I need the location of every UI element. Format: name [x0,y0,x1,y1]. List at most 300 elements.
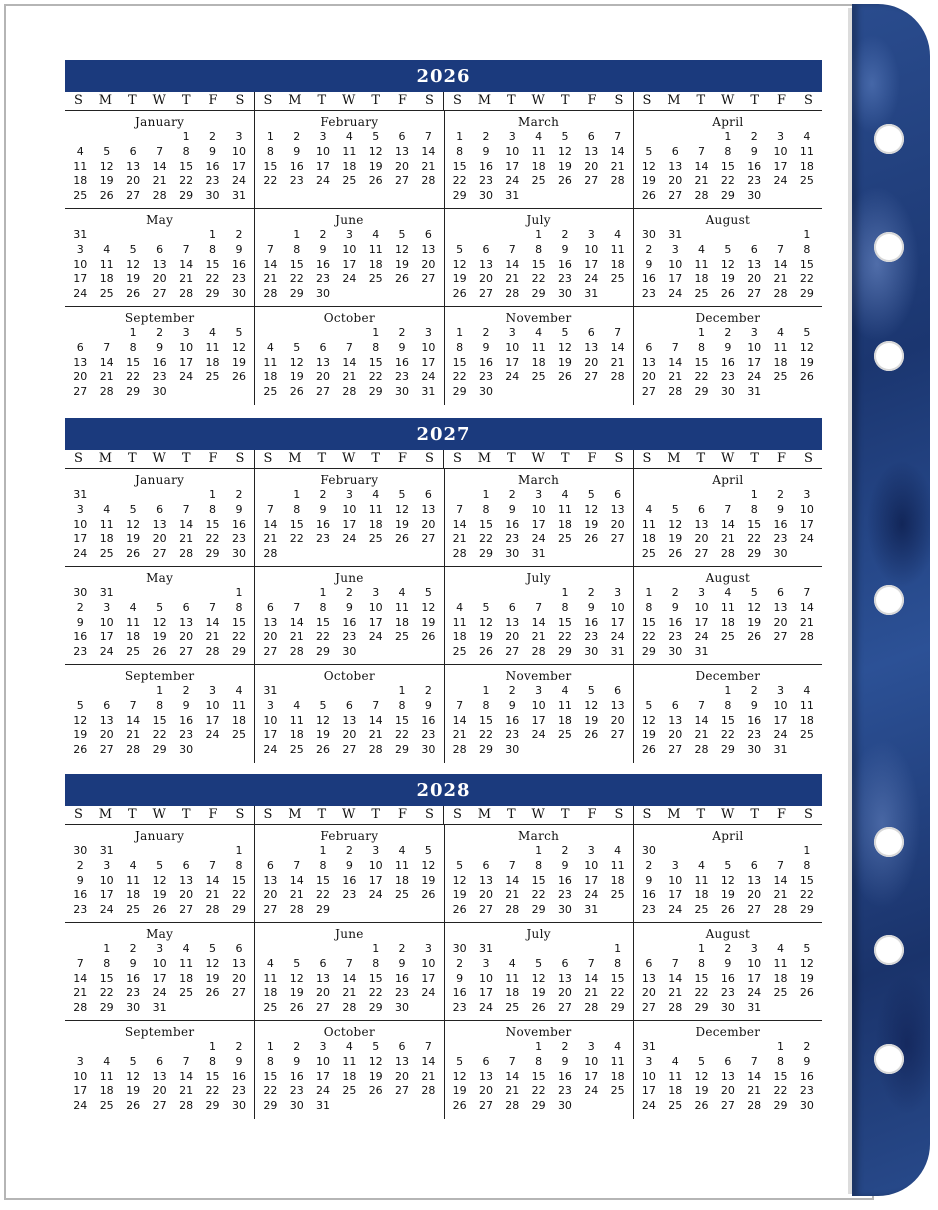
day-cell: 4 [209,326,217,339]
day-cell: 22 [799,888,814,902]
day-cell: 2 [398,942,406,955]
day-cell: 17 [505,159,520,173]
empty-day-cell [389,547,415,562]
day-cell: 2 [456,956,464,970]
empty-day-cell [336,903,362,918]
day-cell: 7 [508,858,516,872]
day-cell: 1 [561,586,569,599]
day-cell: 20 [720,1084,735,1098]
day-cell: 9 [508,698,516,712]
weekday-group [65,92,254,110]
day-cell: 18 [531,159,546,173]
day-cell: 18 [368,517,383,531]
day-cell: 2 [508,488,516,501]
day-cell: 12 [99,159,114,173]
day-cell: 11 [557,698,572,712]
day-cell: 22 [773,1084,788,1098]
day-cell: 4 [614,228,622,241]
empty-day-cell [93,488,119,503]
day-cell: 3 [424,942,432,955]
empty-day-cell [604,385,630,400]
month-june [254,923,443,1021]
day-cell: 9 [398,340,406,354]
day-cell: 6 [266,858,274,872]
day-grid [255,228,443,302]
empty-day-cell [120,228,146,243]
month-april [633,469,822,567]
day-cell: 2 [345,586,353,599]
day-cell: 14 [505,1069,520,1083]
day-cell: 3 [235,130,243,143]
day-cell: 5 [482,600,490,614]
day-cell: 7 [508,242,516,256]
day-cell: 6 [645,956,653,970]
day-cell: 6 [614,488,622,501]
day-cell: 3 [777,684,784,697]
weekday-label: S [453,93,462,108]
empty-day-cell [389,287,415,302]
day-cell: 28 [368,743,383,757]
day-cell: 20 [395,159,409,173]
day-cell: 31 [152,1001,167,1015]
day-cell: 14 [126,713,141,727]
day-cell: 3 [645,1054,653,1068]
empty-day-cell [794,1001,820,1016]
day-cell: 26 [641,743,656,757]
day-cell: 9 [345,600,353,614]
day-cell: 16 [505,517,520,531]
day-cell: 28 [179,1099,194,1113]
empty-day-cell [688,130,714,145]
empty-day-cell [636,488,662,503]
day-cell: 16 [126,971,141,985]
day-grid [634,488,822,562]
day-cell: 8 [803,858,811,872]
day-cell: 5 [398,488,406,501]
day-cell: 16 [395,971,409,985]
day-cell: 5 [293,956,301,970]
day-cell: 10 [368,600,383,614]
day-cell: 11 [395,600,409,614]
day-cell: 9 [156,340,164,354]
day-cell: 11 [342,144,357,158]
day-cell: 27 [421,272,436,286]
empty-day-cell [363,1099,389,1114]
day-cell: 7 [698,144,706,158]
day-cell: 16 [478,159,493,173]
day-cell: 10 [773,144,788,158]
day-cell: 25 [368,272,383,286]
day-cell: 7 [724,502,732,516]
empty-day-cell [146,844,172,859]
day-cell: 29 [720,743,735,757]
empty-day-cell [363,684,389,699]
day-cell: 8 [372,956,380,970]
day-cell: 17 [478,986,493,1000]
day-cell: 2 [750,130,758,143]
day-cell: 13 [152,1069,167,1083]
day-cell: 29 [720,189,735,203]
day-cell: 8 [698,340,706,354]
day-cell: 10 [342,242,357,256]
weekday-label: F [208,451,218,466]
month-name: November [505,669,572,683]
empty-day-cell [389,1099,415,1114]
empty-day-cell [146,130,172,145]
month-october [254,307,443,405]
day-cell: 15 [232,873,246,887]
day-cell: 26 [152,645,167,659]
month-name: April [712,829,744,843]
day-cell: 3 [182,326,190,339]
day-cell: 28 [421,174,436,188]
day-cell: 10 [205,698,220,712]
weekday-group [65,806,254,824]
day-cell: 10 [610,600,625,614]
day-cell: 11 [232,698,246,712]
day-cell: 29 [263,1099,278,1113]
day-grid [445,326,633,400]
day-cell: 10 [505,340,520,354]
day-cell: 30 [289,1099,304,1113]
empty-day-cell [310,684,336,699]
empty-day-cell [363,547,389,562]
day-cell: 15 [694,355,709,369]
day-cell: 5 [456,1054,464,1068]
day-cell: 6 [345,698,353,712]
day-cell: 1 [777,1040,784,1053]
day-cell: 14 [205,615,220,629]
weekday-label: T [371,451,380,466]
day-cell: 16 [152,355,167,369]
month-name: June [335,213,364,227]
empty-day-cell [93,326,119,341]
day-cell: 9 [561,858,569,872]
day-cell: 14 [505,257,520,271]
empty-day-cell [447,1040,473,1055]
day-cell: 26 [799,370,814,384]
day-cell: 26 [126,1099,141,1113]
day-cell: 4 [535,130,543,143]
day-cell: 1 [803,844,811,857]
day-cell: 28 [694,743,709,757]
weekday-group [633,806,823,824]
day-cell: 30 [179,743,194,757]
day-cell: 26 [452,1099,467,1113]
day-cell: 30 [773,547,788,561]
day-cell: 17 [342,257,357,271]
day-cell: 30 [747,189,762,203]
day-grid [634,942,822,1016]
day-cell: 27 [478,903,493,917]
day-cell: 14 [720,517,735,531]
day-cell: 14 [668,355,683,369]
day-cell: 13 [478,873,493,887]
day-cell: 20 [126,174,141,188]
day-cell: 30 [126,1001,141,1015]
month-july [444,209,633,307]
day-cell: 14 [505,873,520,887]
day-cell: 31 [99,586,114,599]
day-cell: 2 [235,1040,243,1053]
day-cell: 18 [610,257,625,271]
day-cell: 12 [452,873,467,887]
day-cell: 31 [478,942,493,955]
day-cell: 24 [421,986,436,1000]
day-cell: 15 [452,355,467,369]
day-cell: 1 [372,326,380,339]
day-cell: 1 [645,586,653,599]
day-cell: 10 [99,615,114,629]
day-cell: 19 [799,971,814,985]
weekday-group [633,92,823,110]
day-cell: 19 [289,986,304,1000]
day-cell: 4 [698,858,706,872]
day-cell: 31 [610,645,625,659]
day-cell: 9 [561,1054,569,1068]
day-cell: 10 [316,1054,331,1068]
weekday-label: T [696,451,706,466]
day-cell: 8 [614,956,622,970]
day-cell: 15 [263,159,278,173]
day-cell: 15 [152,713,167,727]
empty-day-cell [688,684,714,699]
day-cell: 21 [179,532,194,546]
day-cell: 10 [584,242,599,256]
day-cell: 29 [205,547,220,561]
day-cell: 20 [421,257,436,271]
day-cell: 22 [316,888,331,902]
weekday-label: S [74,93,83,108]
day-cell: 27 [668,189,683,203]
day-cell: 28 [179,287,194,301]
day-cell: 8 [698,956,706,970]
day-cell: 24 [641,1099,656,1113]
day-cell: 17 [73,272,88,286]
day-cell: 29 [179,189,194,203]
day-cell: 12 [126,257,141,271]
day-cell: 24 [584,272,599,286]
day-cell: 3 [209,684,217,697]
day-cell: 14 [179,517,194,531]
empty-day-cell [578,1099,604,1114]
day-cell: 16 [557,873,572,887]
day-cell: 15 [452,159,467,173]
day-cell: 25 [668,1099,683,1113]
day-cell: 10 [584,1054,599,1068]
day-cell: 21 [205,630,220,644]
empty-day-cell [578,743,604,758]
day-cell: 22 [99,986,114,1000]
day-cell: 26 [531,1001,546,1015]
empty-day-cell [499,844,525,859]
empty-day-cell [226,743,252,758]
month-name: July [526,927,551,941]
day-cell: 20 [478,272,493,286]
day-cell: 23 [179,728,194,742]
day-cell: 18 [263,370,278,384]
day-cell: 28 [289,645,304,659]
day-cell: 20 [421,517,436,531]
month-name: September [124,1025,195,1039]
day-cell: 7 [76,956,84,970]
day-cell: 27 [232,986,246,1000]
day-cell: 8 [777,1054,784,1068]
weekday-label: F [777,807,787,822]
day-cell: 3 [671,242,679,256]
day-cell: 12 [641,159,656,173]
day-cell: 11 [531,144,546,158]
empty-day-cell [688,1040,714,1055]
day-cell: 19 [395,517,409,531]
day-cell: 26 [316,743,331,757]
day-cell: 27 [747,287,762,301]
day-cell: 20 [342,728,357,742]
day-cell: 24 [694,630,709,644]
day-cell: 26 [395,532,409,546]
day-cell: 24 [668,287,683,301]
day-cell: 23 [557,272,572,286]
month-name: March [518,115,560,129]
month-november [444,1021,633,1119]
day-cell: 2 [398,326,406,339]
day-cell: 23 [289,1084,304,1098]
day-cell: 22 [368,370,383,384]
day-cell: 7 [156,144,164,158]
empty-day-cell [120,586,146,601]
day-cell: 4 [129,858,137,872]
day-cell: 26 [152,903,167,917]
day-cell: 14 [584,971,599,985]
day-cell: 28 [799,630,814,644]
day-cell: 14 [747,1069,762,1083]
day-cell: 7 [266,242,274,256]
day-cell: 14 [668,971,683,985]
day-cell: 22 [263,1084,278,1098]
day-cell: 9 [424,698,432,712]
binder-hole [874,232,904,262]
day-cell: 10 [531,502,546,516]
day-cell: 17 [747,355,762,369]
day-cell: 7 [103,340,111,354]
day-cell: 5 [372,130,380,143]
day-cell: 3 [508,326,516,339]
day-cell: 30 [720,1001,735,1015]
day-cell: 2 [803,1040,811,1053]
day-cell: 12 [747,600,762,614]
day-cell: 22 [316,630,331,644]
day-cell: 30 [73,586,88,599]
binder-hole [874,124,904,154]
day-cell: 10 [747,956,762,970]
day-cell: 23 [73,903,88,917]
day-cell: 25 [289,743,304,757]
day-cell: 21 [668,370,683,384]
day-cell: 11 [610,242,625,256]
day-cell: 30 [641,844,656,857]
day-cell: 11 [99,1069,114,1083]
day-cell: 27 [505,645,520,659]
day-cell: 2 [319,228,327,241]
day-cell: 13 [421,242,436,256]
day-cell: 12 [289,355,304,369]
day-cell: 26 [557,174,572,188]
empty-day-cell [284,844,310,859]
day-cell: 25 [99,287,114,301]
day-cell: 6 [266,600,274,614]
day-cell: 3 [750,942,758,955]
day-cell: 3 [156,942,164,955]
day-cell: 28 [289,903,304,917]
empty-day-cell [636,130,662,145]
day-cell: 24 [505,370,520,384]
day-cell: 4 [456,600,464,614]
day-cell: 10 [73,1069,88,1083]
day-cell: 11 [668,1069,683,1083]
day-cell: 8 [456,144,464,158]
day-cell: 23 [232,532,246,546]
day-cell: 25 [205,370,220,384]
day-cell: 29 [557,645,572,659]
day-cell: 17 [584,257,599,271]
day-cell: 13 [421,502,436,516]
day-cell: 10 [73,257,88,271]
day-cell: 19 [232,355,246,369]
day-cell: 14 [452,517,467,531]
day-cell: 7 [777,858,784,872]
day-cell: 6 [561,956,569,970]
month-name: January [135,829,185,843]
day-cell: 31 [641,1040,656,1053]
day-cell: 11 [342,1054,357,1068]
day-cell: 8 [129,340,137,354]
day-cell: 10 [263,713,278,727]
day-cell: 10 [232,144,246,158]
day-cell: 11 [505,971,520,985]
day-cell: 7 [345,956,353,970]
day-cell: 2 [293,130,301,143]
empty-day-cell [552,743,578,758]
day-cell: 21 [505,1084,520,1098]
empty-day-cell [604,547,630,562]
weekday-label: S [235,807,245,822]
day-cell: 22 [641,630,656,644]
weekday-group [443,92,633,110]
day-cell: 7 [803,586,811,599]
weekday-label: S [263,451,273,466]
day-cell: 6 [645,340,653,354]
day-cell: 21 [584,986,599,1000]
empty-day-cell [284,547,310,562]
day-cell: 20 [478,1084,493,1098]
day-cell: 12 [584,502,599,516]
weekday-label: W [152,451,166,466]
weekday-label: W [721,93,735,108]
day-cell: 30 [232,1099,246,1113]
day-cell: 28 [205,645,220,659]
day-cell: 23 [641,903,656,917]
day-cell: 29 [799,903,814,917]
empty-day-cell [767,228,793,243]
day-cell: 27 [773,630,788,644]
weekday-label: T [127,451,137,466]
day-cell: 12 [531,971,546,985]
empty-day-cell [794,189,820,204]
day-cell: 30 [668,645,683,659]
day-cell: 24 [584,888,599,902]
day-cell: 18 [368,257,383,271]
month-november [444,307,633,405]
